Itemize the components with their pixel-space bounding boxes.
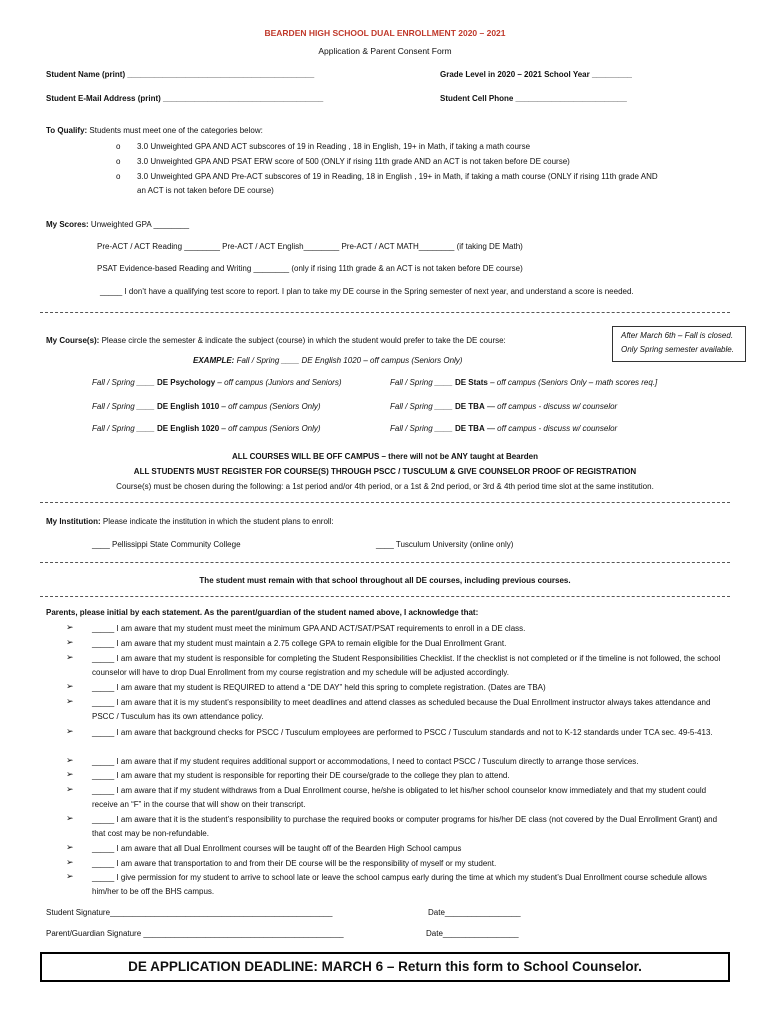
course-option[interactable]	[390, 424, 617, 433]
qualify-intro: Students must meet one of the categories below:	[89, 126, 263, 135]
course-name: DE English 1010	[156, 402, 220, 411]
courses-label: My Course(s):	[46, 336, 100, 345]
arrow-bullet-icon: ➢	[66, 726, 74, 736]
course-note: – off campus (Seniors Only – math scores req.]	[490, 378, 658, 387]
grade-level-field[interactable]: Grade Level in 2020 – 2021 School Year _________	[440, 70, 632, 79]
semester-choice[interactable]: Fall / Spring ____	[92, 378, 155, 387]
gpa-field[interactable]: Unweighted GPA ________	[90, 220, 190, 229]
section-divider	[40, 312, 730, 313]
parents-intro: Parents, please initial by each statement. As the parent/guardian of the student named above, I acknowledge that:	[46, 608, 479, 617]
arrow-bullet-icon: ➢	[66, 652, 74, 662]
period-notice: Course(s) must be chosen during the following: a 1st period and/or 4th period, or a 1st & 2nd period, or 3rd & 4th period time slot at the same institution.	[116, 482, 654, 491]
acknowledgement-item[interactable]: _____ I am aware that my student must meet the minimum GPA AND ACT/SAT/PSAT requirements to enroll in a DE class.	[92, 624, 526, 633]
course-note: – off campus (Juniors and Seniors)	[217, 378, 342, 387]
register-notice: ALL STUDENTS MUST REGISTER FOR COURSE(S) THROUGH PSCC / TUSCULUM & GIVE COUNSELOR PROOF OF REGISTRATION	[133, 467, 637, 476]
section-divider	[40, 502, 730, 503]
scores-section	[46, 220, 189, 229]
qualify-item: an ACT is not taken before DE course)	[137, 186, 274, 195]
deadline-text: DE APPLICATION DEADLINE: MARCH 6 – Return this form to School Counselor.	[128, 959, 642, 974]
student-signature-field[interactable]: Student Signature__________________________________________________	[46, 908, 333, 917]
scores-label: My Scores:	[46, 220, 89, 229]
arrow-bullet-icon: ➢	[66, 681, 74, 691]
arrow-bullet-icon: ➢	[66, 784, 74, 794]
semester-choice[interactable]: Fall / Spring ____	[390, 378, 453, 387]
course-note: — off campus - discuss w/ counselor	[486, 424, 618, 433]
courses-section	[46, 336, 506, 345]
institution-instruction: Please indicate the institution in which the student plans to enroll:	[102, 517, 334, 526]
arrow-bullet-icon: ➢	[66, 769, 74, 779]
acknowledgement-item[interactable]: _____ I am aware that if my student requires additional support or accommodations, I need to contact PSCC / Tusculum directly to arrange those services.	[92, 757, 639, 766]
arrow-bullet-icon: ➢	[66, 813, 74, 823]
qualify-bullet: o	[116, 157, 121, 166]
course-note: – off campus (Seniors Only)	[221, 402, 321, 411]
form-subtitle: Application & Parent Consent Form	[318, 46, 452, 56]
acknowledgement-item[interactable]: _____ I am aware that my student is responsible for completing the Student Responsibilities Checklist. If the checklist is not completed or if the timeline is not followed, the school counselor will have to drop Dual Enrollment from my course registration and my schedule will be adjusted accordingly.	[92, 654, 721, 677]
course-option[interactable]	[92, 424, 321, 433]
course-option[interactable]	[92, 378, 341, 387]
semester-choice[interactable]: Fall / Spring ____	[390, 424, 453, 433]
qualify-label: To Qualify:	[46, 126, 88, 135]
institution-label: My Institution:	[46, 517, 101, 526]
qualify-section	[46, 126, 263, 135]
acknowledgement-item[interactable]: _____ I am aware that transportation to and from their DE course will be the responsibility of myself or my student.	[92, 859, 497, 868]
arrow-bullet-icon: ➢	[66, 857, 74, 867]
parent-signature-field[interactable]: Parent/Guardian Signature _____________________________________________	[46, 929, 344, 938]
course-note: — off campus - discuss w/ counselor	[486, 402, 618, 411]
arrow-bullet-icon: ➢	[66, 696, 74, 706]
qualify-bullet: o	[116, 172, 121, 181]
course-option[interactable]	[390, 402, 617, 411]
section-divider	[40, 596, 730, 597]
email-field[interactable]: Student E-Mail Address (print) ____________________________________	[46, 94, 324, 103]
course-example	[193, 356, 462, 365]
parent-date-field[interactable]: Date_________________	[426, 929, 519, 938]
cell-phone-field[interactable]: Student Cell Phone _________________________	[440, 94, 627, 103]
course-name: DE TBA	[454, 402, 485, 411]
acknowledgement-item[interactable]: _____ I am aware that my student is REQUIRED to attend a “DE DAY” held this spring to complete registration. (Dates are TBA)	[92, 683, 546, 692]
note-line: After March 6th – Fall is closed.	[621, 331, 734, 340]
course-name: DE Stats	[454, 378, 488, 387]
qualify-item: 3.0 Unweighted GPA AND ACT subscores of 19 in Reading , 18 in English, 19+ in Math, if taking a math course	[137, 142, 531, 151]
student-date-field[interactable]: Date_________________	[428, 908, 521, 917]
acknowledgement-item[interactable]: _____ I am aware that it is my student’s responsibility to meet deadlines and attend classes as scheduled because the Dual Enrollment instructor always takes attendance and PSCC / Tusculum has its own attendance policy.	[92, 698, 711, 721]
institution-section	[46, 517, 334, 526]
qualify-bullet: o	[116, 142, 121, 151]
acknowledgement-item[interactable]: _____ I am aware that it is the student’s responsibility to purchase the required books or computer programs for his/her DE class (not covered by the Dual Enrollment Grant) and that cost may be non-refundable.	[92, 815, 718, 838]
acknowledgement-item[interactable]: _____ I am aware that all Dual Enrollment courses will be taught off of the Bearden High School campus	[92, 844, 462, 853]
qualify-item: 3.0 Unweighted GPA AND PSAT ERW score of 500 (ONLY if rising 11th grade AND an ACT is not taken before DE course)	[137, 157, 570, 166]
off-campus-notice: ALL COURSES WILL BE OFF CAMPUS – there will not be ANY taught at Bearden	[232, 452, 538, 461]
courses-instruction: Please circle the semester & indicate the subject (course) in which the student would prefer to take the DE course:	[101, 336, 506, 345]
semester-choice[interactable]: Fall / Spring ____	[92, 402, 155, 411]
section-divider	[40, 562, 730, 563]
acknowledgement-item[interactable]: _____ I am aware that my student is responsible for reporting their DE course/grade to the college they plan to attend.	[92, 771, 510, 780]
pscc-option[interactable]: ____ Pellissippi State Community College	[92, 540, 241, 549]
acknowledgement-item[interactable]: _____ I am aware that if my student withdraws from a Dual Enrollment course, he/she is obligated to let his/her school counselor know immediately and that my student could receive an “F” in the course that will show on their transcript.	[92, 786, 707, 809]
acknowledgement-item[interactable]: _____ I am aware that my student must maintain a 2.75 college GPA to remain eligible for the Dual Enrollment Grant.	[92, 639, 507, 648]
arrow-bullet-icon: ➢	[66, 622, 74, 632]
note-line: Only Spring semester available.	[621, 345, 734, 354]
student-name-field[interactable]: Student Name (print) __________________________________________	[46, 70, 315, 79]
no-score-statement[interactable]: _____ I don’t have a qualifying test score to report. I plan to take my DE course in the Spring semester of next year, and understand a score is needed.	[100, 287, 634, 296]
deadline-box	[40, 952, 730, 982]
preact-scores-field[interactable]: Pre-ACT / ACT Reading ________ Pre-ACT / ACT English________ Pre-ACT / ACT MATH________ (if taking DE Math)	[97, 242, 523, 251]
acknowledgement-item[interactable]: _____ I give permission for my student to arrive to school late or leave the school campus early during the time at which my student’s Dual Enrollment course schedule allows him/her to be off the BHS campus.	[92, 873, 707, 896]
arrow-bullet-icon: ➢	[66, 637, 74, 647]
arrow-bullet-icon: ➢	[66, 871, 74, 881]
course-option[interactable]	[92, 402, 321, 411]
psat-score-field[interactable]: PSAT Evidence-based Reading and Writing ________ (only if rising 11th grade & an ACT is not taken before DE course)	[97, 264, 523, 273]
acknowledgement-item[interactable]: _____ I am aware that background checks for PSCC / Tusculum employees are performed to PSCC / Tusculum standards and not to K-12 standards under TCA sec. 49-5-413.	[92, 728, 713, 737]
form-title: BEARDEN HIGH SCHOOL DUAL ENROLLMENT 2020 – 2021	[264, 28, 506, 38]
qualify-item: 3.0 Unweighted GPA AND Pre-ACT subscores of 19 in Reading, 18 in English , 19+ in Math, if taking a math course (ONLY if rising 11th grade AND	[137, 172, 658, 181]
tusculum-option[interactable]: ____ Tusculum University (online only)	[376, 540, 514, 549]
course-name: DE TBA	[454, 424, 485, 433]
remain-notice: The student must remain with that school throughout all DE courses, including previous courses.	[199, 576, 571, 585]
example-label: EXAMPLE:	[193, 356, 235, 365]
fall-closed-note	[612, 326, 746, 362]
semester-choice[interactable]: Fall / Spring ____	[92, 424, 155, 433]
semester-choice[interactable]: Fall / Spring ____	[390, 402, 453, 411]
course-name: DE English 1020	[156, 424, 220, 433]
course-name: DE Psychology	[156, 378, 216, 387]
example-text: Fall / Spring ____ DE English 1020 – off campus (Seniors Only)	[236, 356, 463, 365]
course-note: – off campus (Seniors Only)	[221, 424, 321, 433]
arrow-bullet-icon: ➢	[66, 755, 74, 765]
arrow-bullet-icon: ➢	[66, 842, 74, 852]
course-option[interactable]	[390, 378, 657, 387]
